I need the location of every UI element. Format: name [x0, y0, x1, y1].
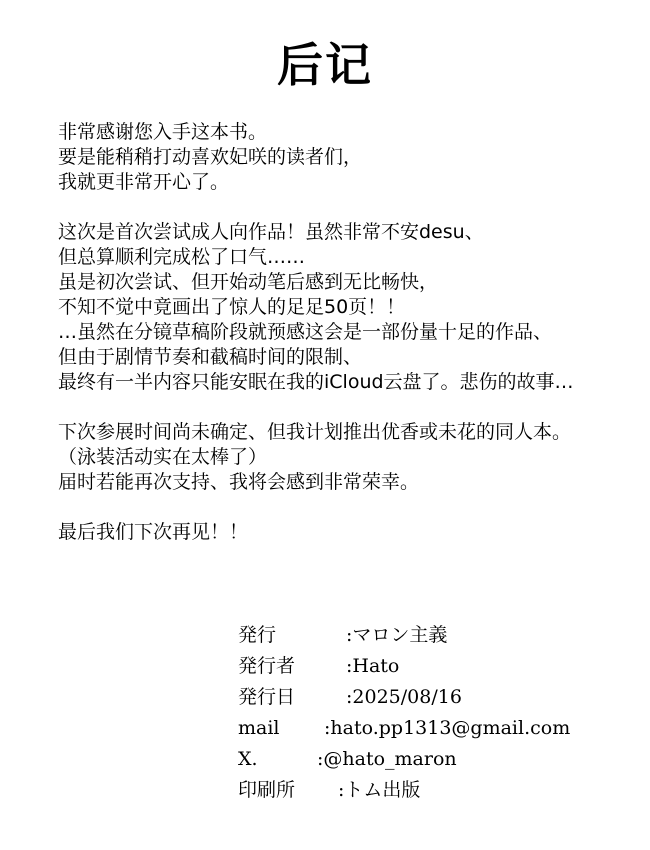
text-line: 这次是首次尝试成人向作品！虽然非常不安desu、 [58, 221, 484, 243]
colophon-label: 発行 [238, 624, 277, 646]
colophon-value: :hato.pp1313@gmail.com [324, 717, 571, 739]
colophon-label: 発行日 [238, 686, 296, 708]
colophon-label: X. [238, 748, 258, 770]
text-line: 我就更非常开心了。 [58, 171, 230, 193]
paragraph-next-event [58, 420, 638, 495]
text-line: 但由于剧情节奏和截稿时间的限制、 [58, 346, 363, 368]
colophon-value: :2025/08/16 [346, 686, 462, 708]
paragraph-story [58, 220, 638, 395]
colophon-label: 印刷所 [238, 779, 296, 801]
text-line: 下次参展时间尚未确定、但我计划推出优香或未花的同人本。 [58, 421, 572, 443]
colophon-label: mail [238, 717, 280, 739]
colophon-value: :マロン主義 [346, 624, 448, 646]
text-line: 不知不觉中竟画出了惊人的足足50页！！ [58, 296, 406, 318]
colophon-label: 発行者 [238, 655, 296, 677]
text-line: 要是能稍稍打动喜欢妃咲的读者们， [58, 146, 363, 168]
text-line: 届时若能再次支持、我将会感到非常荣幸。 [58, 471, 420, 493]
page-title: 后记 [277, 38, 373, 92]
text-line: （泳装活动实在太棒了） [58, 446, 268, 468]
colophon-value: :Hato [346, 655, 400, 677]
text-line: 虽是初次尝试、但开始动笔后感到无比畅快， [58, 271, 439, 293]
text-line: 但总算顺利完成松了口气…… [58, 246, 306, 268]
text-line: 最终有一半内容只能安眠在我的iCloud云盘了。悲伤的故事… [58, 371, 574, 393]
paragraph-thanks [58, 120, 638, 195]
text-line: 最后我们下次再见！！ [58, 521, 249, 543]
afterword-body [58, 120, 638, 570]
text-line: …虽然在分镜草稿阶段就预感这会是一部份量十足的作品、 [58, 321, 553, 343]
colophon-value: :トム出版 [338, 779, 421, 801]
text-line: 非常感谢您入手这本书。 [58, 121, 268, 143]
paragraph-farewell [58, 520, 638, 545]
colophon-value: :@hato_maron [317, 748, 457, 770]
